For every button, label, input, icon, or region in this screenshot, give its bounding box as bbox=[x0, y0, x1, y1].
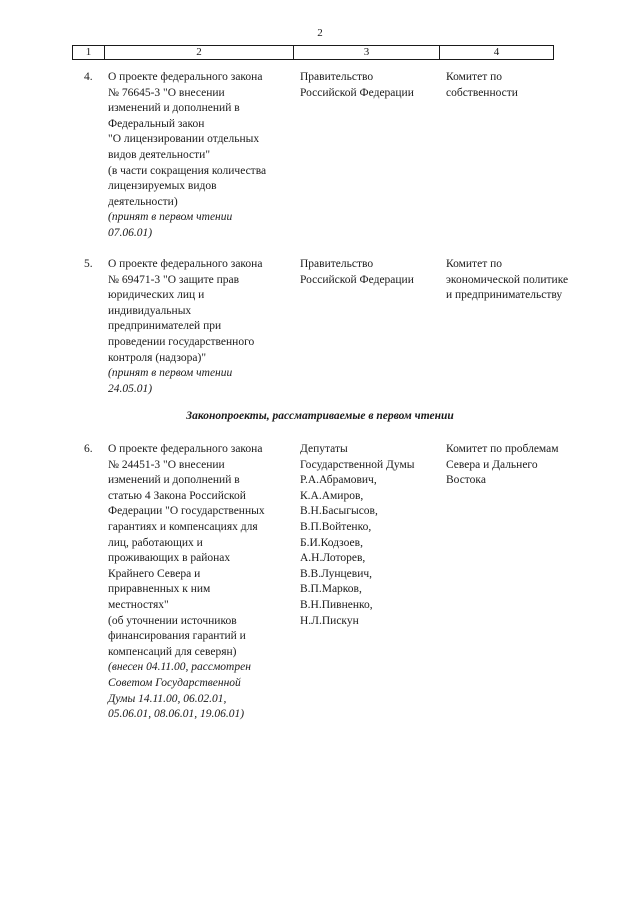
title-line: лиц, работающих и bbox=[108, 536, 203, 549]
column-header-4: 4 bbox=[493, 46, 500, 58]
sponsor-line: К.А.Амиров, bbox=[300, 489, 364, 502]
title-line: Советом Государственной bbox=[108, 676, 241, 689]
title-line: контроля (надзора)" bbox=[108, 351, 207, 364]
title-line: видов деятельности" bbox=[108, 148, 211, 161]
sponsor-line: Российской Федерации bbox=[300, 273, 414, 286]
column-header-1: 1 bbox=[73, 46, 105, 59]
title-line: Думы 14.11.00, 06.02.01, bbox=[108, 692, 227, 705]
title-line: (принят в первом чтении bbox=[108, 211, 233, 224]
section-heading: Законопроекты, рассматриваемые в первом чтении bbox=[186, 410, 454, 422]
title-line: лицензируемых видов bbox=[108, 180, 217, 193]
title-line: (внесен 04.11.00, рассмотрен bbox=[108, 661, 251, 674]
sponsor-line: Н.Л.Пискун bbox=[300, 614, 359, 627]
title-line: гарантиях и компенсациях для bbox=[108, 520, 258, 533]
title-line: местностях" bbox=[108, 598, 169, 611]
sponsor-line: Правительство bbox=[300, 258, 374, 270]
sponsor-line: В.Н.Басыгысов, bbox=[300, 505, 378, 518]
title-line: 24.05.01) bbox=[108, 382, 153, 395]
sponsor-line: Б.И.Кодзоев, bbox=[300, 536, 363, 549]
sponsor-line: В.Н.Пивненко, bbox=[300, 598, 373, 611]
title-line: № 24451-3 "О внесении bbox=[108, 458, 225, 471]
bill-sponsor bbox=[300, 257, 440, 288]
title-line: О проекте федерального закона bbox=[108, 258, 263, 270]
title-line: изменений и дополнений в bbox=[108, 102, 240, 115]
entry-number: 6. bbox=[84, 443, 93, 455]
column-header-2: 2 bbox=[105, 46, 294, 59]
committee-line: Востока bbox=[446, 474, 486, 487]
entry-number: 4. bbox=[84, 71, 93, 83]
bill-title bbox=[108, 70, 296, 242]
committee-line: собственности bbox=[446, 86, 518, 99]
title-line: 05.06.01, 08.06.01, 19.06.01) bbox=[108, 708, 245, 721]
responsible-committee bbox=[446, 70, 606, 101]
sponsor-line: Российской Федерации bbox=[300, 86, 414, 99]
entry-number: 5. bbox=[84, 258, 93, 270]
sponsor-line: Р.А.Абрамович, bbox=[300, 474, 377, 487]
title-line: предпринимателей при bbox=[108, 320, 222, 333]
title-line: "О лицензировании отдельных bbox=[108, 133, 260, 146]
committee-line: экономической политике bbox=[446, 273, 569, 286]
committee-line: Севера и Дальнего bbox=[446, 458, 538, 471]
bill-title bbox=[108, 257, 296, 397]
bill-sponsor bbox=[300, 442, 440, 629]
sponsor-line: В.В.Лунцевич, bbox=[300, 567, 373, 580]
title-line: О проекте федерального закона bbox=[108, 71, 263, 83]
committee-line: Комитет по bbox=[446, 71, 502, 83]
committee-line: Комитет по проблемам bbox=[446, 443, 559, 455]
title-line: Федеральный закон bbox=[108, 117, 205, 130]
bill-title bbox=[108, 442, 296, 723]
title-line: изменений и дополнений в bbox=[108, 474, 240, 487]
title-line: 07.06.01) bbox=[108, 226, 153, 239]
sponsor-line: А.Н.Лоторев, bbox=[300, 552, 366, 565]
title-line: проживающих в районах bbox=[108, 552, 231, 565]
page-number: 2 bbox=[317, 27, 323, 39]
title-line: (принят в первом чтении bbox=[108, 367, 233, 380]
title-line: деятельности) bbox=[108, 195, 178, 208]
title-line: компенсаций для северян) bbox=[108, 645, 237, 658]
sponsor-line: В.П.Марков, bbox=[300, 583, 362, 596]
title-line: № 69471-3 "О защите прав bbox=[108, 273, 240, 286]
column-header-3: 3 bbox=[294, 46, 440, 59]
sponsor-line: Государственной Думы bbox=[300, 458, 415, 471]
title-line: приравненных к ним bbox=[108, 583, 211, 596]
title-line: проведении государственного bbox=[108, 335, 255, 348]
responsible-committee bbox=[446, 442, 606, 489]
title-line: (в части сокращения количества bbox=[108, 164, 267, 177]
title-line: финансирования гарантий и bbox=[108, 630, 246, 643]
sponsor-line: Депутаты bbox=[300, 443, 348, 455]
committee-line: и предпринимательству bbox=[446, 289, 563, 302]
title-line: Федерации "О государственных bbox=[108, 505, 265, 518]
sponsor-line: В.П.Войтенко, bbox=[300, 520, 372, 533]
title-line: Крайнего Севера и bbox=[108, 567, 201, 580]
bill-sponsor bbox=[300, 70, 440, 101]
column-header-row bbox=[72, 45, 554, 60]
title-line: (об уточнении источников bbox=[108, 614, 237, 627]
title-line: индивидуальных bbox=[108, 304, 192, 317]
committee-line: Комитет по bbox=[446, 258, 502, 270]
title-line: № 76645-3 "О внесении bbox=[108, 86, 225, 99]
title-line: О проекте федерального закона bbox=[108, 443, 263, 455]
title-line: юридических лиц и bbox=[108, 289, 205, 302]
responsible-committee bbox=[446, 257, 606, 304]
title-line: статью 4 Закона Российской bbox=[108, 489, 246, 502]
sponsor-line: Правительство bbox=[300, 71, 374, 83]
